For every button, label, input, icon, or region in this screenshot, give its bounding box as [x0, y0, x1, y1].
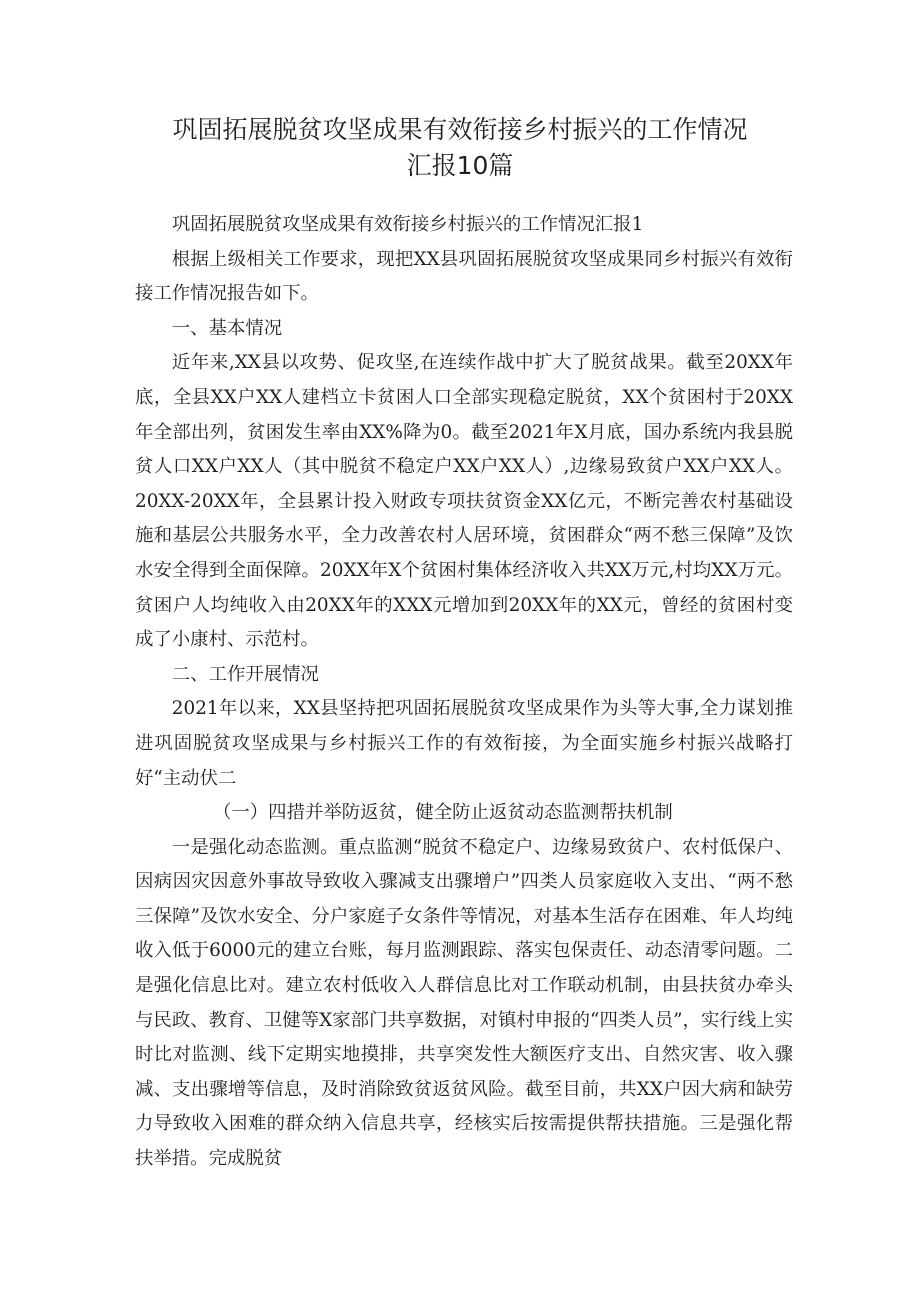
- basic-situation-paragraph: 近年来,XX县以攻势、促攻坚,在连续作战中扩大了脱贫战果。截至20XX年底，全县XX户XX人建档立卡贫困人口全部实现稳定脱贫，XX个贫困村于20XX年全部出列，贫困发生率由XX%降为0。截至2021年X月底，国办系统内我县脱贫人口XX户XX人（其中脱贫不稳定户XX户XX人）,边缘易致贫户XX户XX人。20XX-20XX年，全县累计投入财政专项扶贫资金XX亿元，不断完善农村基础设施和基层公共服务水平，全力改善农村人居环境，贫困群众“两不愁三保障”及饮水安全得到全面保障。20XX年X个贫困村集体经济收入共XX万元,村均XX万元。贫困户人均纯收入由20XX年的XXX元增加到20XX年的XX元，曾经的贫困村变成了小康村、示范村。: [135, 352, 793, 651]
- document-title: [120, 112, 800, 184]
- section-heading-work: 二、工作开展情况: [171, 663, 319, 685]
- intro-paragraph: 根据上级相关工作要求，现把XX县巩固拓展脱贫攻坚成果同乡村振兴有效衔接工作情况报告如下。: [135, 248, 793, 305]
- document-body: [135, 208, 793, 1177]
- work-overview-paragraph: 2021年以来，XX县坚持把巩固拓展脱贫攻坚成果作为头等大事,全力谋划推进巩固脱贫攻坚成果与乡村振兴工作的有效衔接，为全面实施乡村振兴战略打好“主动伏二: [135, 698, 793, 789]
- section-heading-basic: 一、基本情况: [171, 317, 283, 339]
- document-subtitle: 巩固拓展脱贫攻坚成果有效衔接乡村振兴的工作情况汇报1: [171, 214, 644, 235]
- title-line-2: 汇报10篇: [406, 151, 514, 180]
- sub-heading-prevent-return-poverty: （一）四措并举防返贫，健全防止返贫动态监测帮扶机制: [213, 802, 673, 824]
- monitoring-paragraph: 一是强化动态监测。重点监测“脱贫不稳定户、边缘易致贫户、农村低保户、因病因灾因意外事故导致收入骤减支出骤增户”四类人员家庭收入支出、“两不愁三保障”及饮水安全、分户家庭子女条件等情况，对基本生活存在困难、年人均纯收入低于6000元的建立台账，每月监测跟踪、落实包保责任、动态清零问题。二是强化信息比对。建立农村低收入人群信息比对工作联动机制，由县扶贫办牵头与民政、教育、卫健等X家部门共享数据，对镇村申报的“四类人员”，实行线上实时比对监测、线下定期实地摸排，共享突发性大额医疗支出、自然灾害、收入骤减、支出骤增等信息，及时消除致贫返贫风险。截至目前，共XX户因大病和缺劳力导致收入困难的群众纳入信息共享，经核实后按需提供帮扶措施。三是强化帮扶举措。完成脱贫: [135, 836, 793, 1170]
- title-line-1: 巩固拓展脱贫攻坚成果有效衔接乡村振兴的工作情况: [172, 115, 748, 144]
